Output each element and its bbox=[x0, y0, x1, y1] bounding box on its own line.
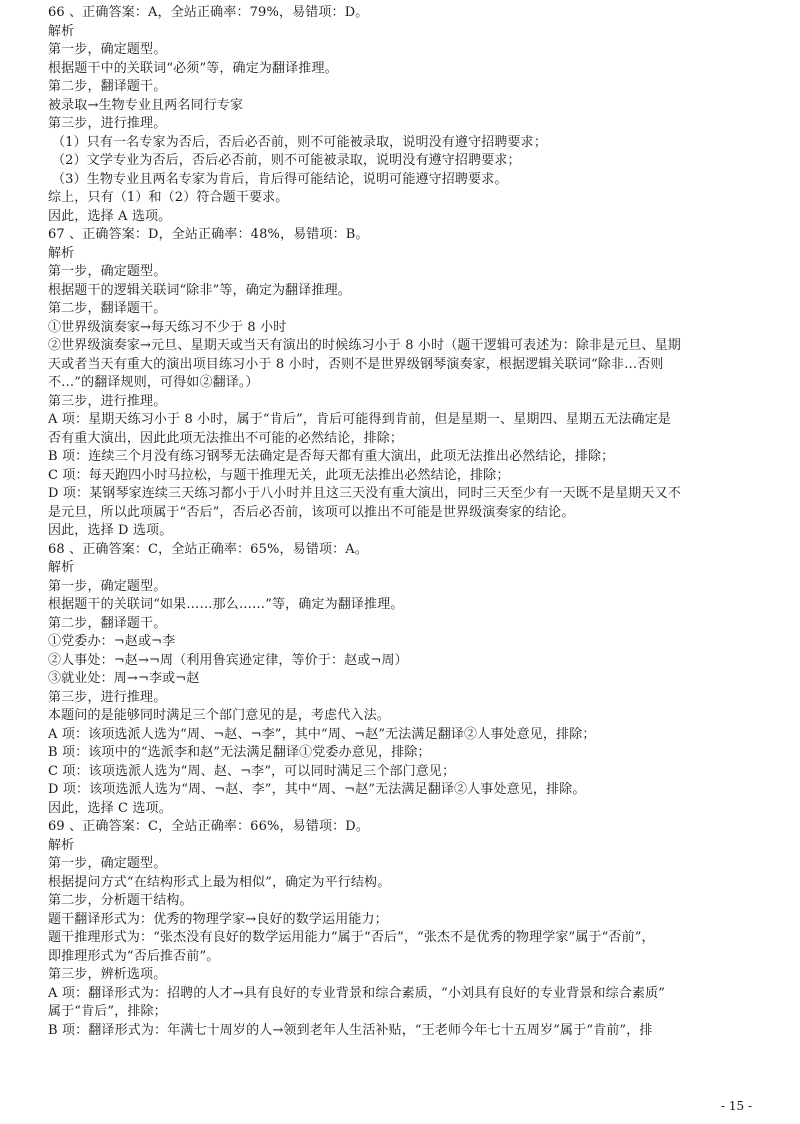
text-line: 第三步，进行推理。 bbox=[48, 393, 167, 409]
text-line: 题干推理形式为：“张杰没有良好的数学运用能力”属于“否后”，“张杰不是优秀的物理学家”属于“否前”， bbox=[48, 930, 655, 945]
text-line: 根据题干的逻辑关联词“除非”等，确定为翻译推理。 bbox=[48, 282, 351, 298]
text-line: 本题问的是能够同时满足三个部门意见的是，考虑代入法。 bbox=[48, 708, 390, 723]
page-number: - 15 - bbox=[720, 1099, 752, 1113]
text-line: 根据题干中的关联词“必须”等，确定为翻译推理。 bbox=[48, 60, 338, 76]
text-line: ②人事处：¬赵→¬周（利用鲁宾逊定律，等价于：赵或¬周） bbox=[48, 652, 408, 668]
text-line: 天或者当天有重大的演出项目练习小于 8 小时，否则不是世界级钢琴演奏家，根据逻辑关联词“除非…否则 bbox=[48, 356, 664, 372]
text-line: ②世界级演奏家→元旦、星期天或当天有演出的时候练习小于 8 小时（题干逻辑可表述为：除非是元旦、星期 bbox=[48, 338, 681, 353]
text-line: D 项：某钢琴家连续三天练习都小于八小时并且这三天没有重大演出，同时三天至少有一天既不是星期天又不 bbox=[48, 486, 681, 501]
text-line: 不…”的翻译规则，可得如②翻译。） bbox=[48, 375, 259, 390]
text-line: 解析 bbox=[48, 560, 75, 575]
text-line: 否有重大演出，因此此项无法推出不可能的必然结论，排除； bbox=[48, 430, 404, 446]
text-line: A 项：星期天练习小于 8 小时，属于“肯后”，肯后可能得到肯前，但是星期一、星期四、星期五无法确定是 bbox=[48, 412, 671, 427]
text-line: 66 、正确答案：A，全站正确率：79%，易错项：D。 bbox=[48, 5, 369, 20]
text-line: A 项：该项选派人选为“周、¬赵、¬李”，其中“周、¬赵”无法满足翻译②人事处意见，排除； bbox=[48, 726, 596, 742]
text-line: D 项：该项选派人选为“周、¬赵、李”，其中“周、¬赵”无法满足翻译②人事处意见，排除。 bbox=[48, 782, 586, 797]
text-line: 解析 bbox=[48, 23, 75, 39]
text-line: 第一步，确定题型。 bbox=[48, 264, 167, 279]
text-line: 解析 bbox=[48, 245, 75, 261]
text-line: C 项：每天跑四小时马拉松，与题干推理无关，此项无法推出必然结论，排除； bbox=[48, 467, 510, 483]
text-line: 第一步，确定题型。 bbox=[48, 42, 167, 57]
text-line: 69 、正确答案：C，全站正确率：66%，易错项：D。 bbox=[48, 819, 369, 834]
text-line: 因此，选择 D 选项。 bbox=[48, 523, 173, 538]
text-line: 解析 bbox=[48, 837, 75, 853]
text-line: B 项：连续三个月没有练习钢琴无法确定是否每天都有重大演出，此项无法推出必然结论，排除； bbox=[48, 449, 615, 464]
text-line: 题干翻译形式为：优秀的物理学家→良好的数学运用能力； bbox=[48, 911, 388, 927]
text-line: 根据提问方式“在结构形式上最为相似”，确定为平行结构。 bbox=[48, 874, 391, 890]
text-line: 第三步，进行推理。 bbox=[48, 689, 167, 705]
document-body bbox=[48, 4, 760, 1040]
text-line: B 项：翻译形式为：年满七十周岁的人→领到老年人生活补贴，“王老师今年七十五周岁”属于“肯前”，排 bbox=[48, 1022, 653, 1038]
text-line: 68 、正确答案：C，全站正确率：65%，易错项：A。 bbox=[48, 541, 368, 557]
text-line: 因此，选择 C 选项。 bbox=[48, 800, 172, 816]
text-line: （3）生物专业且两名专家为肯后，肯后得可能结论，说明可能遵守招聘要求。 bbox=[52, 171, 508, 187]
text-line: 第二步，翻译题干。 bbox=[48, 615, 167, 631]
text-line: （1）只有一名专家为否后，否后必否前，则不可能被录取，说明没有遵守招聘要求； bbox=[52, 134, 547, 150]
text-line: B 项：该项中的“选派李和赵”无法满足翻译①党委办意见，排除； bbox=[48, 745, 431, 760]
text-line: 第一步，确定题型。 bbox=[48, 856, 167, 871]
text-line: 第三步，进行推理。 bbox=[48, 116, 167, 131]
text-line: 即推理形式为“否后推否前”。 bbox=[48, 948, 220, 964]
text-line: ①世界级演奏家→每天练习不少于 8 小时 bbox=[48, 319, 287, 335]
text-line: （2）文学专业为否后，否后必否前，则不可能被录取，说明没有遵守招聘要求； bbox=[52, 153, 521, 168]
text-line: 综上，只有（1）和（2）符合题干要求。 bbox=[48, 190, 289, 205]
text-line: 第二步，分析题干结构。 bbox=[48, 893, 193, 908]
text-line: ①党委办：¬赵或¬李 bbox=[48, 634, 176, 649]
text-line: C 项：该项选派人选为“周、赵、¬李”，可以同时满足三个部门意见； bbox=[48, 763, 456, 779]
text-line: 第一步，确定题型。 bbox=[48, 578, 167, 594]
text-line: 第三步，辨析选项。 bbox=[48, 967, 167, 982]
text-line: 根据题干的关联词“如果……那么……”等，确定为翻译推理。 bbox=[48, 597, 404, 612]
text-line: 67 、正确答案：D，全站正确率：48%，易错项：B。 bbox=[48, 227, 369, 242]
text-line: 第二步，翻译题干。 bbox=[48, 301, 167, 316]
text-line: 被录取→生物专业且两名同行专家 bbox=[48, 97, 244, 113]
text-line: 是元旦，所以此项属于“否后”，否后必否前，该项可以推出不可能是世界级演奏家的结论。 bbox=[48, 504, 575, 520]
text-line: A 项：翻译形式为：招聘的人才→具有良好的专业背景和综合素质，“小刘具有良好的专业背景和综合素质” bbox=[48, 985, 666, 1001]
text-line: ③就业处：周→¬李或¬赵 bbox=[48, 671, 200, 686]
text-line: 因此，选择 A 选项。 bbox=[48, 208, 172, 224]
text-line: 属于“肯后”，排除； bbox=[48, 1004, 167, 1019]
text-line: 第二步，翻译题干。 bbox=[48, 79, 167, 94]
